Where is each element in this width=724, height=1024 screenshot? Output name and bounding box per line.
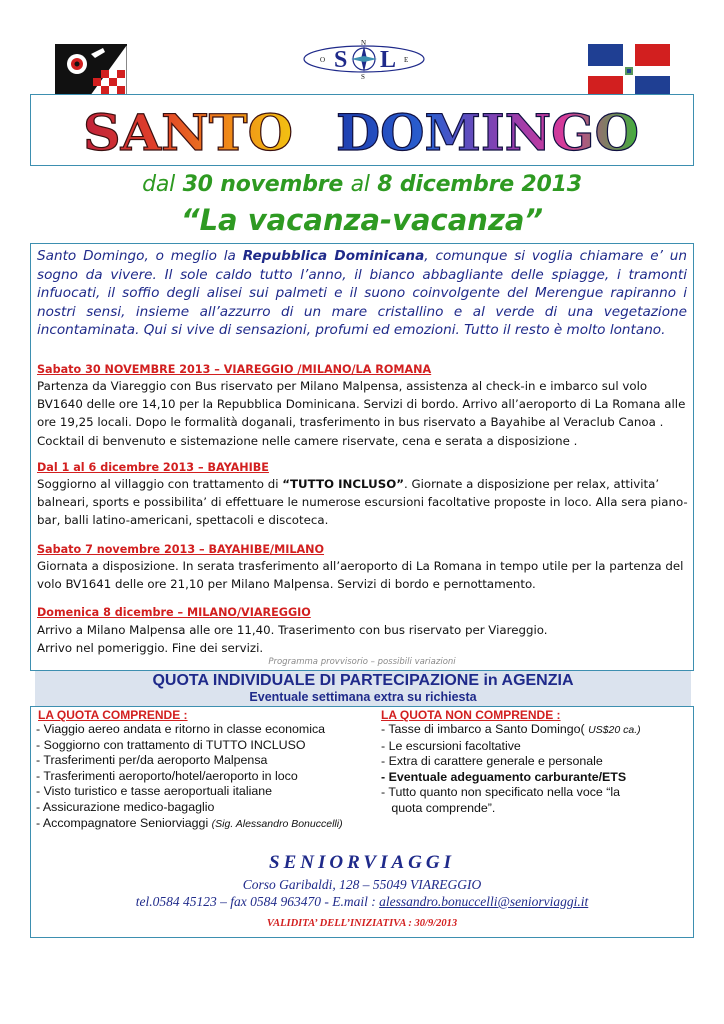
dominican-flag-icon <box>588 44 670 98</box>
day4-text-2: Arrivo nel pomeriggio. Fine dei servizi. <box>37 641 264 655</box>
day1-title: Sabato 30 NOVEMBRE 2013 – VIAREGGIO /MILANO/LA ROMANA <box>37 363 432 376</box>
day2-text-rest: . Giornate a disposizione per relax, attivita’ balneari, sports e possibilita’ di effettuare le numerose escursioni facoltative proposte in loco. Alla sera piano-bar, balli latino-americani, spettacoli e discoteca. <box>37 477 688 528</box>
dates-from-word: dal <box>142 172 176 197</box>
excludes-item <box>381 722 641 739</box>
intro-paragraph <box>37 247 687 340</box>
excludes-title: LA QUOTA NON COMPRENDE : <box>381 708 561 722</box>
day2-title: Dal 1 al 6 dicembre 2013 – BAYAHIBE <box>37 461 269 474</box>
includes-item-text: - Accompagnatore Seniorviaggi <box>36 815 212 830</box>
tagline: “La vacanza-vacanza” <box>180 203 544 237</box>
quote-title: QUOTA INDIVIDUALE DI PARTECIPAZIONE in AGENZIA <box>152 672 574 689</box>
svg-text:S: S <box>334 47 348 73</box>
day3-text: Giornata a disposizione. In serata trasferimento all’aeroporto di La Romana in tempo utile per la partenza del volo BV1641 delle ore 21,10 per Milano Malpensa. Servizi di bordo e pernottamento. <box>37 559 684 592</box>
compass-north-label: N <box>361 39 367 47</box>
day2-text <box>37 475 689 530</box>
dates-to-word: al <box>350 172 370 197</box>
excludes-list <box>381 722 641 817</box>
agency-contact <box>0 894 724 910</box>
title-domingo: DOMINGO <box>336 103 639 162</box>
day4-text: Arrivo a Milano Malpensa alle ore 11,40. Traserimento con bus riservato per Viareggio. <box>37 623 548 637</box>
excludes-item <box>381 770 641 786</box>
excludes-item: - Tutto quanto non specificato nella voce “la <box>381 785 621 800</box>
day3-title: Sabato 7 novembre 2013 – BAYAHIBE/MILANO <box>37 543 325 556</box>
excludes-item: - Le escursioni facoltative <box>381 738 521 753</box>
title-santo: SANTO <box>83 103 293 162</box>
agency-name: SENIORVIAGGI <box>269 852 455 873</box>
excludes-item-text: - Tasse di imbarco a Santo Domingo( <box>381 722 589 736</box>
svg-text:L: L <box>380 47 397 73</box>
compass-south-label: S <box>361 73 365 80</box>
includes-list <box>36 722 343 832</box>
validity-note: VALIDITA’ DELL’INIZIATIVA : 30/9/2013 <box>266 918 458 929</box>
includes-item <box>36 816 343 833</box>
includes-item: - Visto turistico e tasse aeroportuali italiane <box>36 784 273 799</box>
email-link[interactable]: alessandro.bonuccelli@seniorviaggi.it <box>379 894 589 909</box>
includes-item: - Soggiorno con trattamento di TUTTO INCLUSO <box>36 737 306 752</box>
excludes-item: quota comprende”. <box>381 800 496 815</box>
contact-phone-fax: tel.0584 45123 – fax 0584 963470 - E.mail : <box>135 894 380 909</box>
includes-title: LA QUOTA COMPRENDE : <box>38 708 188 722</box>
program-disclaimer: Programma provvisorio – possibili variazioni <box>268 657 456 667</box>
includes-item: - Assicurazione medico-bagaglio <box>36 799 215 814</box>
trip-dates <box>0 172 724 197</box>
agency-address: Corso Garibaldi, 128 – 55049 VIAREGGIO <box>242 877 482 892</box>
intro-highlight: Repubblica Dominicana <box>242 248 425 264</box>
excludes-item: - Extra di carattere generale e personale <box>381 754 603 769</box>
day2-all-inclusive: “TUTTO INCLUSO” <box>282 477 405 491</box>
intro-text-start: Santo Domingo, o meglio la <box>37 248 243 264</box>
day4-title: Domenica 8 dicembre – MILANO/VIAREGGIO <box>37 606 311 619</box>
includes-item: - Trasferimenti aeroporto/hotel/aeroporto in loco <box>36 768 298 783</box>
excludes-item-bold: - Eventuale adeguamento carburante/ETS <box>381 769 627 784</box>
day1-text: Partenza da Viareggio con Bus riservato per Milano Malpensa, assistenza al check-in e imbarco sul volo BV1640 delle ore 14,10 per la Repubblica Dominicana. Servizi di bordo. Arrivo all’aeroporto di La Romana alle ore 19,25 locali. Dopo le formalità doganali, trasferimento in bus riservato a Bayahibe al Veraclub Canoa . Cocktail di benvenuto e sistemazione nelle camere riservate, cena e serata a disposizione . <box>37 379 686 448</box>
includes-item: - Viaggio aereo andata e ritorno in classe economica <box>36 722 326 736</box>
end-date: 8 dicembre 2013 <box>377 172 582 197</box>
excludes-item-note: US$20 ca.) <box>588 724 641 736</box>
start-date: 30 novembre <box>182 172 344 197</box>
compass-west-label: O <box>320 56 326 64</box>
sol-compass-logo <box>300 38 428 80</box>
compass-east-label: E <box>404 56 409 64</box>
includes-item: - Trasferimenti per/da aeroporto Malpensa <box>36 753 268 768</box>
quote-subtitle: Eventuale settimana extra su richiesta <box>249 690 477 704</box>
title-frame <box>30 94 694 166</box>
intro-text-rest: , comunque si voglia chiamare e’ un sogno da vivere. Il sole caldo tutto l’anno, il bianco abbagliante delle spiagge, i tramonti infuocati, il soffio degli alisei sui palmeti e il suono coinvolgente del Merengue rapiranno i nostri sensi, insieme all’azzurro di un mare cristallino e al verde di una vegetazione incontaminata. Qui si vive di sensazioni, profumi ed emozioni. Tutto il resto è molto lontano. <box>37 248 687 338</box>
day2-text-start: Soggiorno al villaggio con trattamento di <box>37 477 283 491</box>
includes-item-note: (Sig. Alessandro Bonuccelli) <box>211 817 343 830</box>
